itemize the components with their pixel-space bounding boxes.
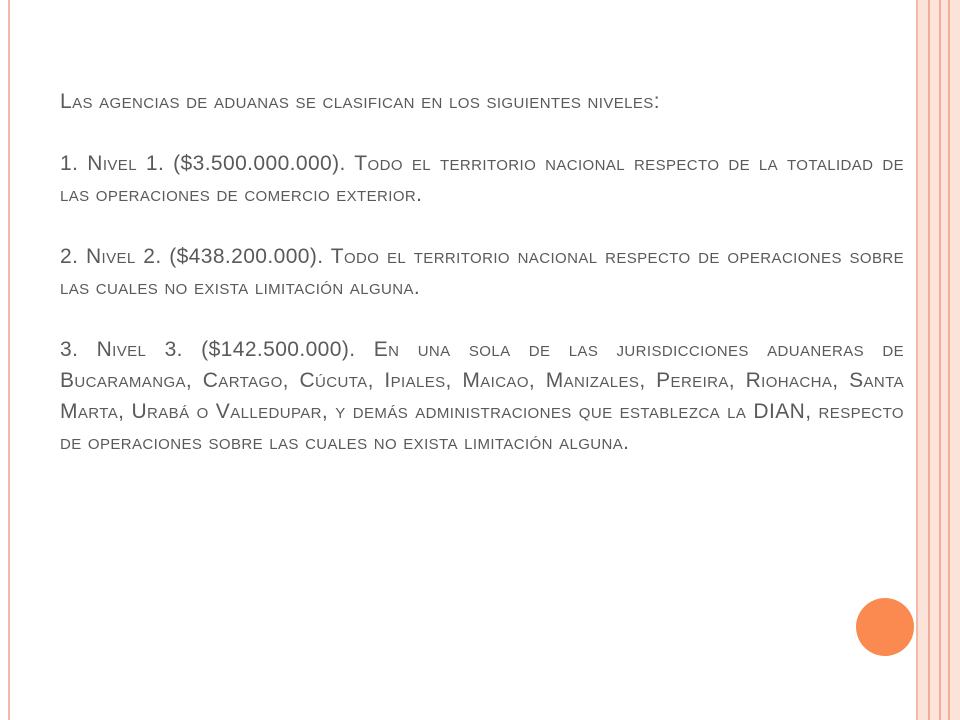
side-stripe bbox=[928, 0, 930, 720]
side-stripe bbox=[939, 0, 941, 720]
frame-left-line bbox=[8, 0, 10, 720]
slide-content bbox=[60, 86, 904, 458]
side-stripe bbox=[948, 0, 950, 720]
slide-heading: Las agencias de aduanas se clasifican en los siguientes niveles: bbox=[60, 90, 660, 113]
level-1-text: 1. Nivel 1. ($3.500.000.000). Todo el territorio nacional respecto de la totalidad de las operaciones de comercio exterior. bbox=[60, 152, 904, 206]
decorative-circle bbox=[856, 598, 914, 656]
level-3-text: 3. Nivel 3. ($142.500.000). En una sola de las jurisdicciones aduaneras de Bucaramanga, Cartago, Cúcuta, Ipiales, Maicao, Manizales, Pereira, Riohacha, Santa Marta, Urabá o Valledupar, y demás administraciones que establezca la DIAN, respecto de operaciones sobre las cuales no exista limitación alguna. bbox=[60, 338, 904, 454]
level-2-text: 2. Nivel 2. ($438.200.000). Todo el territorio nacional respecto de operaciones sobre las cuales no exista limitación alguna. bbox=[60, 245, 904, 299]
